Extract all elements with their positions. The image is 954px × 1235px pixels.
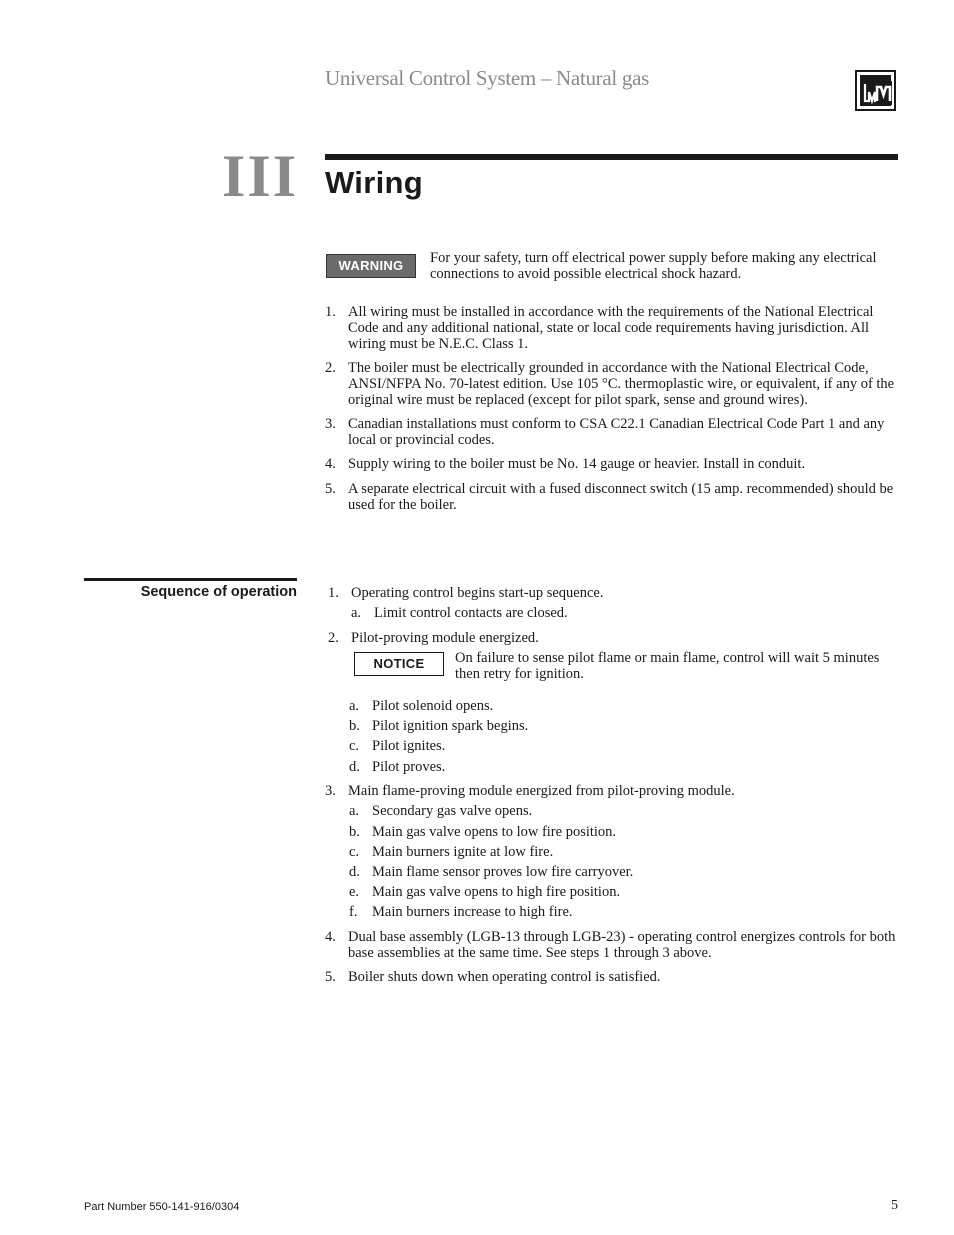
sequence-step-text: Dual base assembly (LGB-13 through LGB-23) - operating control energizes controls for both base assemblies at the same time. See steps 1 through 3 above. (348, 929, 896, 961)
chapter-title-rule (325, 154, 898, 160)
sequence-step-text: Main flame-proving module energized from pilot-proving module. (348, 783, 735, 799)
weil-mclain-logo (855, 70, 896, 111)
substep-letter: f. (349, 904, 358, 920)
substep-letter: d. (349, 864, 360, 880)
substep-letter: b. (349, 718, 360, 734)
sequence-step-number: 3. (325, 783, 336, 799)
substep-text: Main gas valve opens to low fire position. (372, 824, 617, 840)
page-number: 5 (891, 1198, 898, 1213)
sidebar-heading-rule (84, 578, 297, 581)
document-header-title: Universal Control System – Natural gas (325, 66, 649, 90)
substep-text: Main flame sensor proves low fire carryover. (372, 864, 634, 880)
item-number: 5. (325, 481, 336, 497)
sequence-step-number: 4. (325, 929, 336, 945)
warning-badge: WARNING (326, 254, 416, 278)
sequence-step-number: 2. (328, 630, 339, 646)
substep-letter: c. (349, 738, 360, 754)
substep-text: Pilot proves. (372, 759, 446, 775)
substep-letter: e. (349, 884, 360, 900)
notice-text: On failure to sense pilot flame or main flame, control will wait 5 minutes then retry for ignition. (455, 650, 880, 682)
substep-text: Pilot solenoid opens. (372, 698, 494, 714)
item-number: 3. (325, 416, 336, 432)
footer-part-number: Part Number 550-141-916/0304 (84, 1201, 240, 1213)
substep-text: Main gas valve opens to high fire position. (372, 884, 621, 900)
item-text: A separate electrical circuit with a fused disconnect switch (15 amp. recommended) should be used for the boiler. (348, 481, 894, 513)
substep-letter: a. (351, 605, 362, 621)
substep-text: Limit control contacts are closed. (374, 605, 568, 621)
item-number: 2. (325, 360, 336, 376)
item-text: Supply wiring to the boiler must be No. 14 gauge or heavier. Install in conduit. (348, 456, 806, 472)
substep-letter: a. (349, 698, 360, 714)
item-text: All wiring must be installed in accordance with the requirements of the National Electrical Code and any additional national, state or local code requirements having jurisdiction. All wiring must be N.E.C. Class 1. (348, 304, 874, 352)
sequence-step-text: Boiler shuts down when operating control is satisfied. (348, 969, 661, 985)
sequence-step-number: 1. (328, 585, 339, 601)
item-text: Canadian installations must conform to CSA C22.1 Canadian Electrical Code Part 1 and any local or provincial codes. (348, 416, 885, 448)
substep-text: Main burners increase to high fire. (372, 904, 573, 920)
warning-text: For your safety, turn off electrical power supply before making any electrical connections to avoid possible electrical shock hazard. (430, 250, 877, 282)
substep-text: Secondary gas valve opens. (372, 803, 533, 819)
sequence-heading: Sequence of operation (140, 584, 297, 600)
substep-text: Pilot ignition spark begins. (372, 718, 529, 734)
substep-text: Main burners ignite at low fire. (372, 844, 554, 860)
substep-letter: b. (349, 824, 360, 840)
notice-badge: NOTICE (354, 652, 444, 676)
sequence-step-text: Pilot-proving module energized. (351, 630, 539, 646)
item-text: The boiler must be electrically grounded in accordance with the National Electrical Code, ANSI/NFPA No. 70-latest edition. Use 105 °C. thermoplastic wire, or equivalent, if any of the original wire must be replaced (except for pilot spark, sense and ground wires). (348, 360, 895, 408)
chapter-number: III (222, 143, 299, 209)
sequence-step-text: Operating control begins start-up sequence. (351, 585, 604, 601)
wm-logo-mark (863, 81, 892, 105)
substep-letter: c. (349, 844, 360, 860)
substep-letter: d. (349, 759, 360, 775)
item-number: 1. (325, 304, 336, 320)
item-number: 4. (325, 456, 336, 472)
chapter-title: Wiring (325, 165, 423, 200)
sequence-step-number: 5. (325, 969, 336, 985)
substep-letter: a. (349, 803, 360, 819)
substep-text: Pilot ignites. (372, 738, 446, 754)
